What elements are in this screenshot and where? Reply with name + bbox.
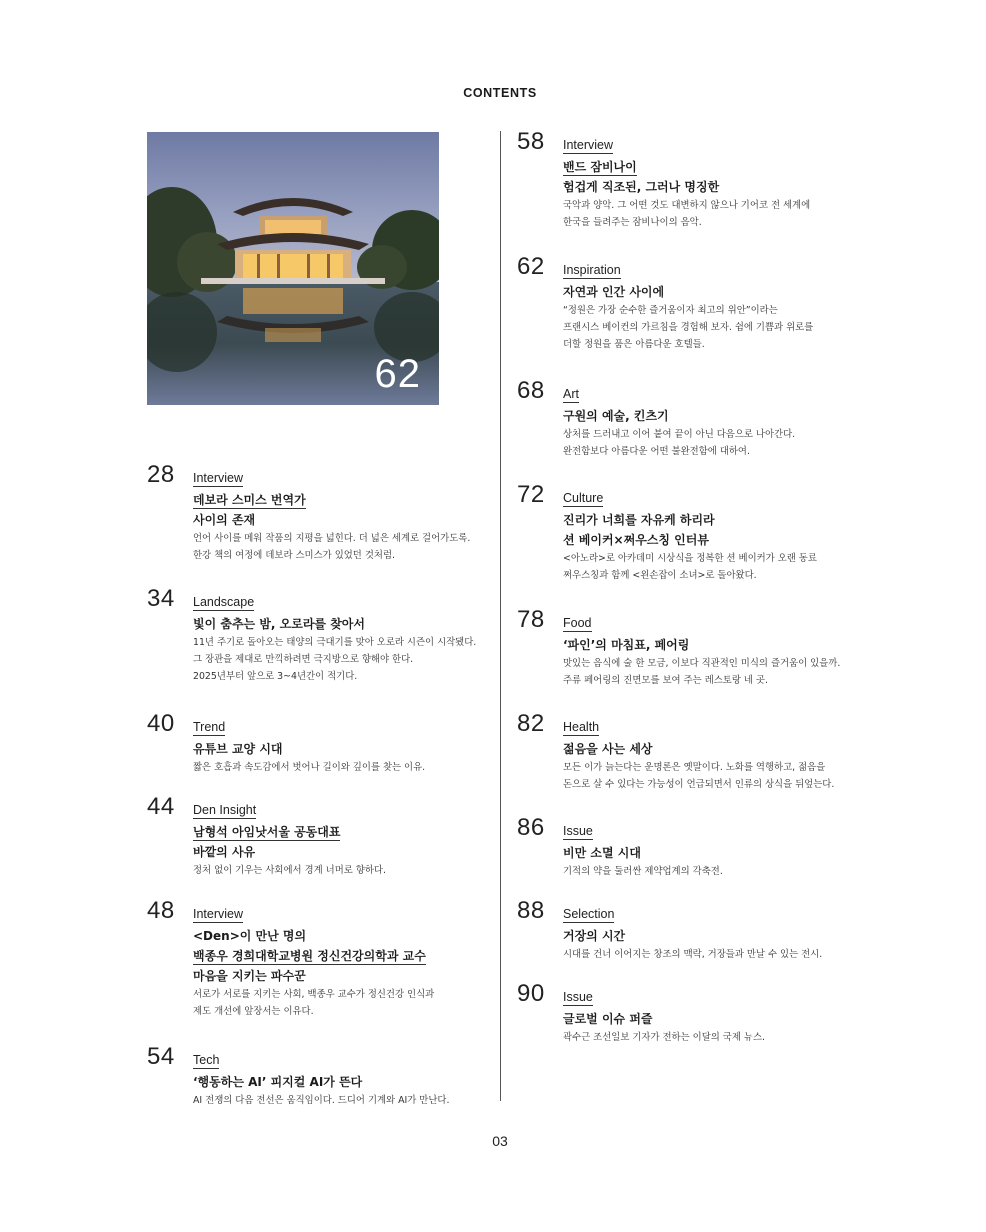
toc-description: 한강 책의 여정에 데보라 스미스가 있었던 것처럼. [193, 550, 395, 561]
toc-subtitle: 바깥의 사유 [193, 845, 256, 859]
toc-title: 유튜브 교양 시대 [193, 742, 283, 756]
toc-category: Inspiration [563, 263, 621, 277]
toc-category: Den Insight [193, 803, 257, 817]
toc-subtitle: 백종우 경희대학교병원 정신건강의학과 교수 [193, 949, 426, 963]
toc-page-number: 34 [147, 585, 175, 612]
toc-page-number: 88 [517, 897, 545, 924]
toc-title: 글로벌 이슈 퍼즐 [563, 1012, 653, 1026]
toc-category: Tech [193, 1053, 220, 1067]
toc-description: 한국을 들려주는 잠비나이의 음악. [563, 217, 702, 228]
toc-description: 시대를 건너 이어지는 창조의 맥락, 거장들과 만날 수 있는 전시. [563, 949, 823, 960]
toc-subtitle: 션 베이커×쩌우스칭 인터뷰 [563, 533, 709, 547]
toc-page-number: 86 [517, 814, 545, 841]
toc-description: <아노라>로 아카데미 시상식을 정복한 션 베이커가 오랜 동료 [563, 553, 817, 564]
toc-description: AI 전쟁의 다음 전선은 움직임이다. 드디어 기계와 AI가 만난다. [193, 1095, 450, 1106]
toc-page-number: 28 [147, 461, 175, 488]
toc-category: Interview [193, 471, 244, 485]
toc-description: 상처를 드러내고 이어 붙여 끝이 아닌 다음으로 나아간다. [563, 429, 796, 440]
toc-description: 언어 사이를 메워 작품의 지평을 넓힌다. 더 넓은 세계로 걸어가도록. [193, 533, 471, 544]
toc-page-number: 54 [147, 1043, 175, 1070]
toc-title: 남형석 아임낫서울 공동대표 [193, 825, 341, 839]
toc-page-number: 78 [517, 606, 545, 633]
toc-title: ‘행동하는 AI’ 피지컬 AI가 뜬다 [193, 1075, 363, 1089]
cover-photo-pavilion [147, 132, 439, 405]
toc-page-number: 44 [147, 793, 175, 820]
toc-category: Food [563, 616, 592, 630]
toc-description: “정원은 가장 순수한 즐거움이자 최고의 위안”이라는 [563, 305, 778, 316]
toc-category: Health [563, 720, 600, 734]
toc-page-number: 72 [517, 481, 545, 508]
toc-description: 프랜시스 베이컨의 가르침을 경험해 보자. 쉼에 기쁨과 위로를 [563, 322, 814, 333]
toc-description: 완전함보다 아름다운 어떤 불완전함에 대하여. [563, 446, 750, 457]
toc-description: 곽수근 조선일보 기자가 전하는 이달의 국제 뉴스. [563, 1032, 765, 1043]
toc-description: 기적의 약을 둘러싼 제약업계의 각축전. [563, 866, 723, 877]
toc-page-number: 48 [147, 897, 175, 924]
toc-description: 짧은 호흡과 속도감에서 벗어나 길이와 깊이를 찾는 이유. [193, 762, 426, 773]
toc-title: 구원의 예술, 킨츠기 [563, 409, 669, 423]
toc-title: 진리가 너희를 자유케 하리라 [563, 513, 715, 527]
toc-title: 젊음을 사는 세상 [563, 742, 653, 756]
toc-title: 밴드 잠비나이 [563, 160, 637, 174]
page-number: 03 [492, 1133, 508, 1149]
toc-category: Art [563, 387, 579, 401]
toc-description: 돈으로 살 수 있다는 가능성이 언급되면서 인류의 상식을 뒤엎는다. [563, 779, 835, 790]
toc-category: Selection [563, 907, 615, 921]
page-title: CONTENTS [463, 86, 537, 100]
toc-page-number: 90 [517, 980, 545, 1007]
toc-title: 데보라 스미스 번역가 [193, 493, 306, 507]
toc-description: 11년 주기로 돌아오는 태양의 극대기를 맞아 오로라 시즌이 시작됐다. [193, 637, 477, 648]
toc-description: 모든 이가 늙는다는 운명론은 옛말이다. 노화를 역행하고, 젊음을 [563, 762, 826, 773]
toc-description: 정처 없이 기우는 사회에서 경계 너머로 향하다. [193, 865, 386, 876]
toc-description: 그 장관을 제대로 만끽하려면 극지방으로 향해야 한다. [193, 654, 414, 665]
toc-subtitle: 사이의 존재 [193, 513, 256, 527]
toc-category: Issue [563, 990, 593, 1004]
toc-description: 더할 정원을 품은 아름다운 호텔들. [563, 339, 705, 350]
toc-subtitle: 마음을 지키는 파수꾼 [193, 969, 306, 983]
toc-page-number: 68 [517, 377, 545, 404]
toc-title: 비만 소멸 시대 [563, 846, 641, 860]
toc-description: 서로가 서로를 지키는 사회, 백종우 교수가 정신건강 인식과 [193, 989, 435, 1000]
toc-category: Issue [563, 824, 593, 838]
photo-page-number: 62 [374, 352, 421, 396]
toc-category: Landscape [193, 595, 255, 609]
toc-title: ‘파인’의 마침표, 페어링 [563, 638, 690, 652]
toc-category: Culture [563, 491, 604, 505]
toc-title: 빛이 춤추는 밤, 오로라를 찾아서 [193, 617, 365, 631]
toc-description: 제도 개선에 앞장서는 이유다. [193, 1006, 314, 1017]
toc-page-number: 62 [517, 253, 545, 280]
toc-title: 거장의 시간 [563, 929, 626, 943]
toc-title: <Den>이 만난 명의 [193, 929, 307, 943]
toc-category: Trend [193, 720, 226, 734]
toc-subtitle: 험겁게 직조된, 그러나 명징한 [563, 180, 720, 194]
toc-category: Interview [563, 138, 614, 152]
toc-page-number: 40 [147, 710, 175, 737]
toc-category: Interview [193, 907, 244, 921]
toc-description: 맛있는 음식에 술 한 모금, 이보다 직관적인 미식의 즐거움이 있을까. [563, 658, 841, 669]
toc-description: 국악과 양악. 그 어떤 것도 대변하지 않으나 기어코 전 세계에 [563, 200, 811, 211]
toc-title: 자연과 인간 사이에 [563, 285, 665, 299]
toc-description: 주류 페어링의 진면모를 보여 주는 레스토랑 네 곳. [563, 675, 768, 686]
toc-page-number: 82 [517, 710, 545, 737]
toc-description: 2025년부터 앞으로 3~4년간이 적기다. [193, 671, 358, 682]
toc-page-number: 58 [517, 128, 545, 155]
toc-description: 쩌우스칭과 함께 <왼손잡이 소녀>로 돌아왔다. [563, 570, 757, 581]
